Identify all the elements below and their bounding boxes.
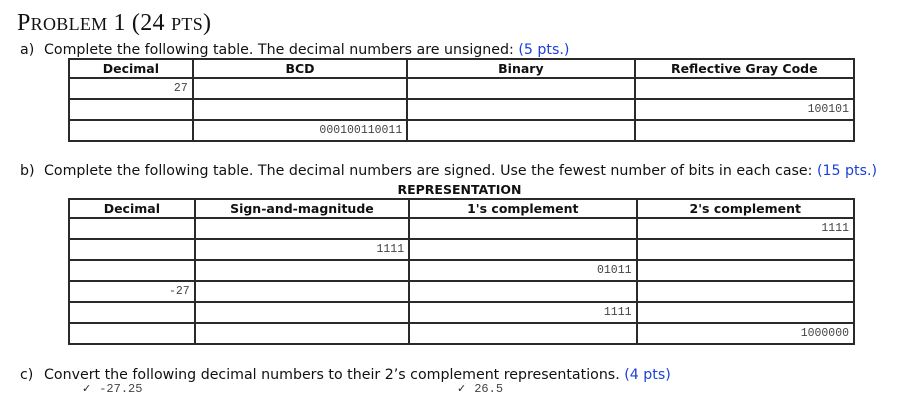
cell-ones-complement[interactable] bbox=[409, 239, 636, 260]
cell-decimal[interactable] bbox=[69, 260, 195, 281]
cell-twos-complement: 1111 bbox=[637, 218, 854, 239]
header-twos-complement: 2's complement bbox=[637, 199, 854, 218]
cell-ones-complement[interactable] bbox=[409, 218, 636, 239]
table-row bbox=[69, 323, 854, 344]
checkmark-icon: ✓ bbox=[457, 382, 467, 395]
table-row bbox=[69, 120, 854, 141]
cell-ones-complement: 01011 bbox=[409, 260, 636, 281]
header-gray-code: Reflective Gray Code bbox=[635, 59, 854, 78]
cell-gray[interactable] bbox=[635, 78, 854, 99]
part-a-points: (5 pts.) bbox=[518, 42, 570, 58]
table-row bbox=[69, 99, 854, 120]
header-sign-magnitude: Sign-and-magnitude bbox=[195, 199, 409, 218]
part-b-points: (15 pts.) bbox=[816, 163, 878, 179]
header-decimal: Decimal bbox=[69, 199, 195, 218]
conversion-value: 26.5 bbox=[474, 382, 504, 396]
cell-decimal[interactable] bbox=[69, 239, 195, 260]
cell-binary[interactable] bbox=[407, 99, 634, 120]
part-c-label: c) bbox=[20, 367, 34, 383]
part-a-text: Complete the following table. The decimal numbers are unsigned: bbox=[44, 42, 519, 58]
part-a-prompt bbox=[20, 42, 569, 58]
cell-twos-complement[interactable] bbox=[637, 281, 854, 302]
header-bcd: BCD bbox=[193, 59, 408, 78]
cell-bcd: 000100110011 bbox=[193, 120, 408, 141]
table-row bbox=[69, 302, 854, 323]
cell-twos-complement[interactable] bbox=[637, 302, 854, 323]
cell-twos-complement: 1000000 bbox=[637, 323, 854, 344]
problem-title: PROBLEM 1 (24 PTS) bbox=[17, 10, 212, 36]
cell-decimal[interactable] bbox=[69, 120, 193, 141]
cell-gray: 100101 bbox=[635, 99, 854, 120]
cell-decimal[interactable] bbox=[69, 323, 195, 344]
table-header-row bbox=[69, 199, 854, 218]
part-c-points: (4 pts) bbox=[624, 367, 671, 383]
part-a-label: a) bbox=[20, 42, 35, 58]
representation-group-header: REPRESENTATION bbox=[397, 182, 522, 197]
cell-sign-magnitude: 1111 bbox=[195, 239, 409, 260]
cell-decimal[interactable] bbox=[69, 302, 195, 323]
header-ones-complement: 1's complement bbox=[409, 199, 636, 218]
cell-bcd[interactable] bbox=[193, 78, 408, 99]
cell-twos-complement[interactable] bbox=[637, 260, 854, 281]
table-row bbox=[69, 281, 854, 302]
conversion-item bbox=[82, 382, 142, 396]
cell-sign-magnitude[interactable] bbox=[195, 302, 409, 323]
cell-ones-complement[interactable] bbox=[409, 323, 636, 344]
table-header-row bbox=[69, 59, 854, 78]
cell-sign-magnitude[interactable] bbox=[195, 260, 409, 281]
cell-bcd[interactable] bbox=[193, 99, 408, 120]
conversion-value: -27.25 bbox=[99, 382, 143, 396]
cell-decimal: -27 bbox=[69, 281, 195, 302]
cell-decimal[interactable] bbox=[69, 218, 195, 239]
table-row bbox=[69, 239, 854, 260]
cell-sign-magnitude[interactable] bbox=[195, 281, 409, 302]
table-row bbox=[69, 218, 854, 239]
cell-twos-complement[interactable] bbox=[637, 239, 854, 260]
cell-ones-complement: 1111 bbox=[409, 302, 636, 323]
cell-decimal[interactable] bbox=[69, 99, 193, 120]
part-c-prompt bbox=[20, 367, 671, 383]
table-row bbox=[69, 78, 854, 99]
table-row bbox=[69, 260, 854, 281]
cell-binary[interactable] bbox=[407, 78, 634, 99]
part-b-label: b) bbox=[20, 163, 35, 179]
cell-ones-complement[interactable] bbox=[409, 281, 636, 302]
header-decimal: Decimal bbox=[69, 59, 193, 78]
conversion-item bbox=[457, 382, 503, 396]
cell-binary[interactable] bbox=[407, 120, 634, 141]
cell-gray[interactable] bbox=[635, 120, 854, 141]
cell-decimal: 27 bbox=[69, 78, 193, 99]
cell-sign-magnitude[interactable] bbox=[195, 323, 409, 344]
signed-representation-table bbox=[68, 198, 855, 345]
part-c-text: Convert the following decimal numbers to their 2’s complement representations. bbox=[44, 367, 625, 383]
part-b-prompt bbox=[20, 163, 877, 179]
part-b-text: Complete the following table. The decimal numbers are signed. Use the fewest number of bits in each case: bbox=[44, 163, 817, 179]
cell-sign-magnitude[interactable] bbox=[195, 218, 409, 239]
checkmark-icon: ✓ bbox=[82, 382, 92, 395]
header-binary: Binary bbox=[407, 59, 634, 78]
unsigned-conversion-table bbox=[68, 58, 855, 142]
